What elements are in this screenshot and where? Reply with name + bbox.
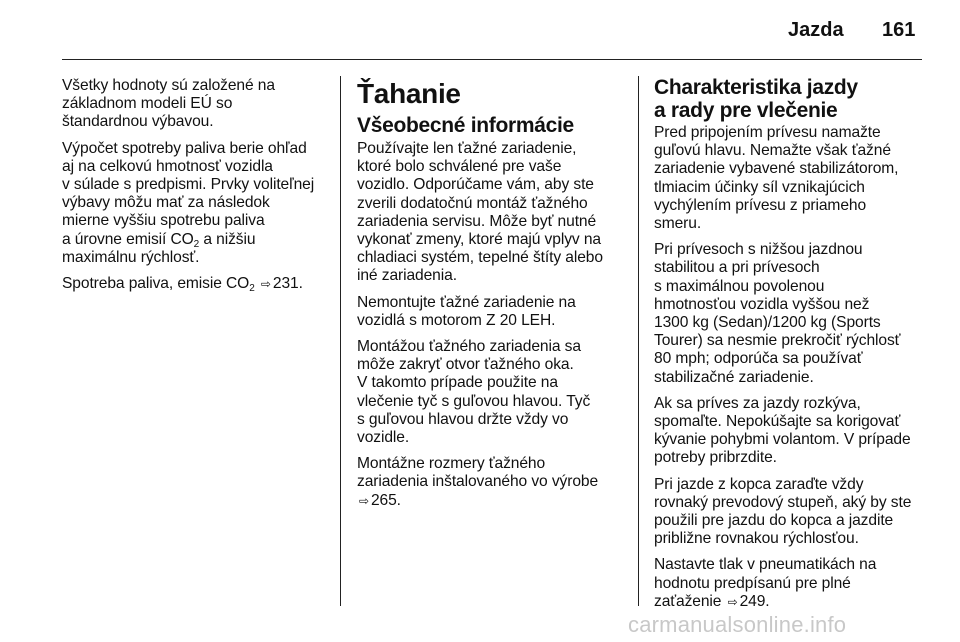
paragraph-fuel-consumption-calc — [62, 140, 330, 267]
subscript-2: 2 — [193, 238, 200, 250]
cross-reference-arrow-icon: ⇨ — [727, 594, 738, 609]
paragraph-mounting-dimensions — [357, 455, 619, 510]
subscript-2: 2 — [249, 283, 255, 295]
page-number: 161 — [882, 19, 916, 41]
paragraph-towing-eye: Montážou ťažného zariadenia sa môže zakryť otvor ťažného oka. V takomto prípade použite na vlečenie tyč s guľovou hlavou. Tyč s guľovou hlavou držte vždy vo vozidle. — [357, 338, 591, 447]
paragraph-tyre-pressure — [654, 556, 924, 611]
header-rule — [62, 59, 922, 60]
watermark: carmanualsonline.info — [628, 612, 847, 637]
paragraph-towing-approved: Používajte len ťažné zariadenie, ktoré bolo schválené pre vaše vozidlo. Odporúčame vám, aby ste zverili dodatočnú montáž ťažného zariadenia servisu. Môže byť nutné vykonať zmeny, ktoré majú vplyv na chladiaci systém, tepelné štíty alebo iné zariadenia. — [357, 140, 603, 285]
column-left — [62, 74, 330, 301]
cross-reference-arrow-icon: ⇨ — [260, 277, 271, 292]
paragraph-eu-base-model: Všetky hodnoty sú založené na základnom modeli EÚ so štandardnou výbavou. — [62, 77, 275, 131]
paragraph-text: Spotreba paliva, emisie CO — [62, 275, 250, 293]
page-reference[interactable]: 231. — [272, 275, 303, 293]
column-divider-right — [638, 76, 639, 606]
paragraph-text: Nastavte tlak v pneumatikách na hodnotu predpísanú pre plné zaťaženie — [654, 556, 877, 610]
page-reference[interactable]: 249. — [739, 592, 770, 610]
running-header-section: Jazda — [788, 19, 844, 41]
column-right — [654, 76, 924, 619]
paragraph-text: a nižšiu maximálnu rýchlosť. — [62, 230, 256, 266]
section-title: Charakteristika jazdy a rady pre vlečenie — [654, 76, 858, 122]
section-subtitle: Všeobecné informácie — [357, 114, 574, 137]
column-middle — [357, 74, 619, 518]
paragraph-swaying: Ak sa príves za jazdy rozkýva, spomaľte. Nepokúšajte sa korigovať kývanie pohybmi volantom. V prípade potreby pribrzdite. — [654, 394, 911, 467]
section-title: Ťahanie — [357, 78, 461, 109]
paragraph-fuel-emissions-ref — [62, 275, 330, 293]
paragraph-stability: Pri prívesoch s nižšou jazdnou stabilitou a pri prívesoch s maximálnou povolenou hmotnosťou vozidla vyššou než 1300 kg (Sedan)/1200 kg (Sports Tourer) sa nesmie prekročiť rýchlosť 80 mph; odporúča sa používať stabilizačné zariadenie. — [654, 241, 901, 386]
paragraph-text: Výpočet spotreby paliva berie ohľad aj na celkovú hmotnosť vozidla v súlade s predpismi. Prvky voliteľnej výbavy môžu mať za následok mierne vyššiu spotrebu paliva a úrovne emisií CO — [62, 139, 315, 248]
paragraph-text: Montážne rozmery ťažného zariadenia inštalovaného vo výrobe — [357, 455, 599, 491]
page-reference[interactable]: 265. — [370, 491, 401, 509]
paragraph-ball-head: Pred pripojením prívesu namažte guľovú hlavu. Nemažte však ťažné zariadenie vybavené stabilizátorom, tlmiacim účinky síl vznikajúcich vychýlením prívesu z priameho smeru. — [654, 124, 899, 233]
cross-reference-arrow-icon: ⇨ — [359, 493, 369, 508]
paragraph-towing-engine: Nemontujte ťažné zariadenie na vozidlá s motorom Z 20 LEH. — [357, 293, 576, 329]
paragraph-downhill: Pri jazde z kopca zaraďte vždy rovnaký prevodový stupeň, aký by ste použili pre jazdu do kopca a jazdite približne rovnakou rýchlosťou. — [654, 475, 912, 548]
column-divider-left — [340, 76, 341, 606]
